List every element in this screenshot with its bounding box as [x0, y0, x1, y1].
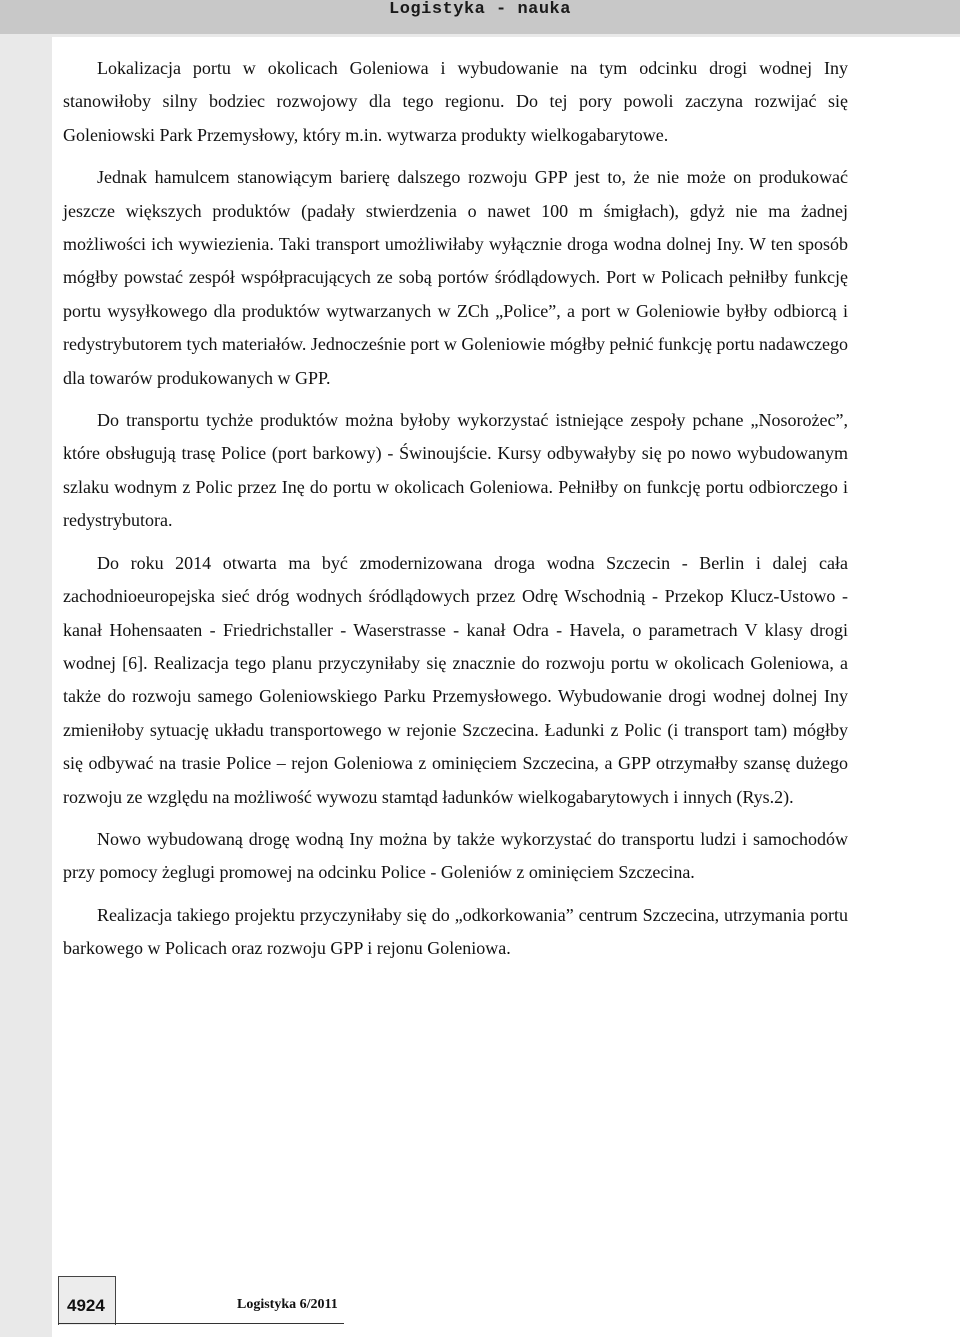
paragraph: Nowo wybudowaną drogę wodną Iny można by także wykorzystać do transportu ludzi i samochodów przy pomocy żeglugi promowej na odcinku Police - Goleniów z ominięciem Szczecina. [63, 828, 848, 883]
paragraph: Do transportu tychże produktów można byłoby wykorzystać istniejące zespoły pchane „Nosorożec”, które obsługują trasę Police (port barkowy) - Świnoujście. Kursy odbywałyby się po nowo wybudowanym szlaku wodnym z Polic przez Inę do portu w okolicach Goleniowa. Pełniłby on funkcję portu odbiorczego i redystrybutora. [63, 410, 848, 531]
paragraph: Jednak hamulcem stanowiącym barierę dalszego rozwoju GPP jest to, że nie może on produkować jeszcze większych produktów (padały stwierdzenia o nawet 100 m śmigłach), gdyż nie ma żadnej możliwości ich wywiezienia. Taki transport umożliwiłaby wyłącznie droga wodna dolnej Iny. W ten sposób mógłby powstać zespół współpracujących ze sobą portów śródlądowych. Port w Policach pełniłby funkcję portu wysyłkowego dla produktów wytwarzanych w ZCh „Police”, a port w Goleniowie byłby odbiorcą i redystrybutorem tych materiałów. Jednocześnie port w Goleniowie mógłby pełnić funkcję portu nadawczego dla towarów produkowanych w GPP. [63, 167, 848, 388]
paragraph: Lokalizacja portu w okolicach Goleniowa i wybudowanie na tym odcinku drogi wodnej Iny stanowiłoby silny bodziec rozwojowy dla tego regionu. Do tej pory powoli zaczyna rozwijać się Goleniowski Park Przemysłowy, który m.in. wytwarza produkty wielkogabarytowe. [63, 58, 848, 145]
journal-citation: Logistyka 6/2011 [237, 1297, 338, 1312]
article-body [63, 52, 848, 975]
paragraph: Do roku 2014 otwarta ma być zmodernizowana droga wodna Szczecin - Berlin i dalej cała zachodnioeuropejska sieć dróg wodnych śródlądowych przez Odrę Wschodnią - Przekop Klucz-Ustowo - kanał Hohensaaten - Friedrichstaller - Waserstrasse - kanał Odra - Havela, o parametrach V klasy drogi wodnej [6]. Realizacja tego planu przyczyniłaby się znacznie do rozwoju portu w okolicach Goleniowa, a także do rozwoju samego Goleniowskiego Parku Przemysłowego. Wybudowanie drogi wodnej dolnej Iny zmieniłoby sytuację układu transportowego w rejonie Szczecina. Ładunki z Polic (i transport tam) mógłby się odbywać na trasie Police – rejon Goleniowa z ominięciem Szczecina, a GPP otrzymałby szansę dużego rozwoju ze względu na możliwość wywozu stamtąd ładunków wielkogabarytowych i innych (Rys.2). [63, 552, 848, 807]
running-header [0, 0, 960, 34]
paragraph: Realizacja takiego projektu przyczyniłaby się do „odkorkowania” centrum Szczecina, utrzymania portu barkowego w Policach oraz rozwoju GPP i rejonu Goleniowa. [63, 904, 848, 959]
footer-rule [58, 1323, 344, 1324]
page-number: 4924 [67, 1296, 105, 1315]
header-title: Logistyka - nauka [389, 0, 571, 19]
